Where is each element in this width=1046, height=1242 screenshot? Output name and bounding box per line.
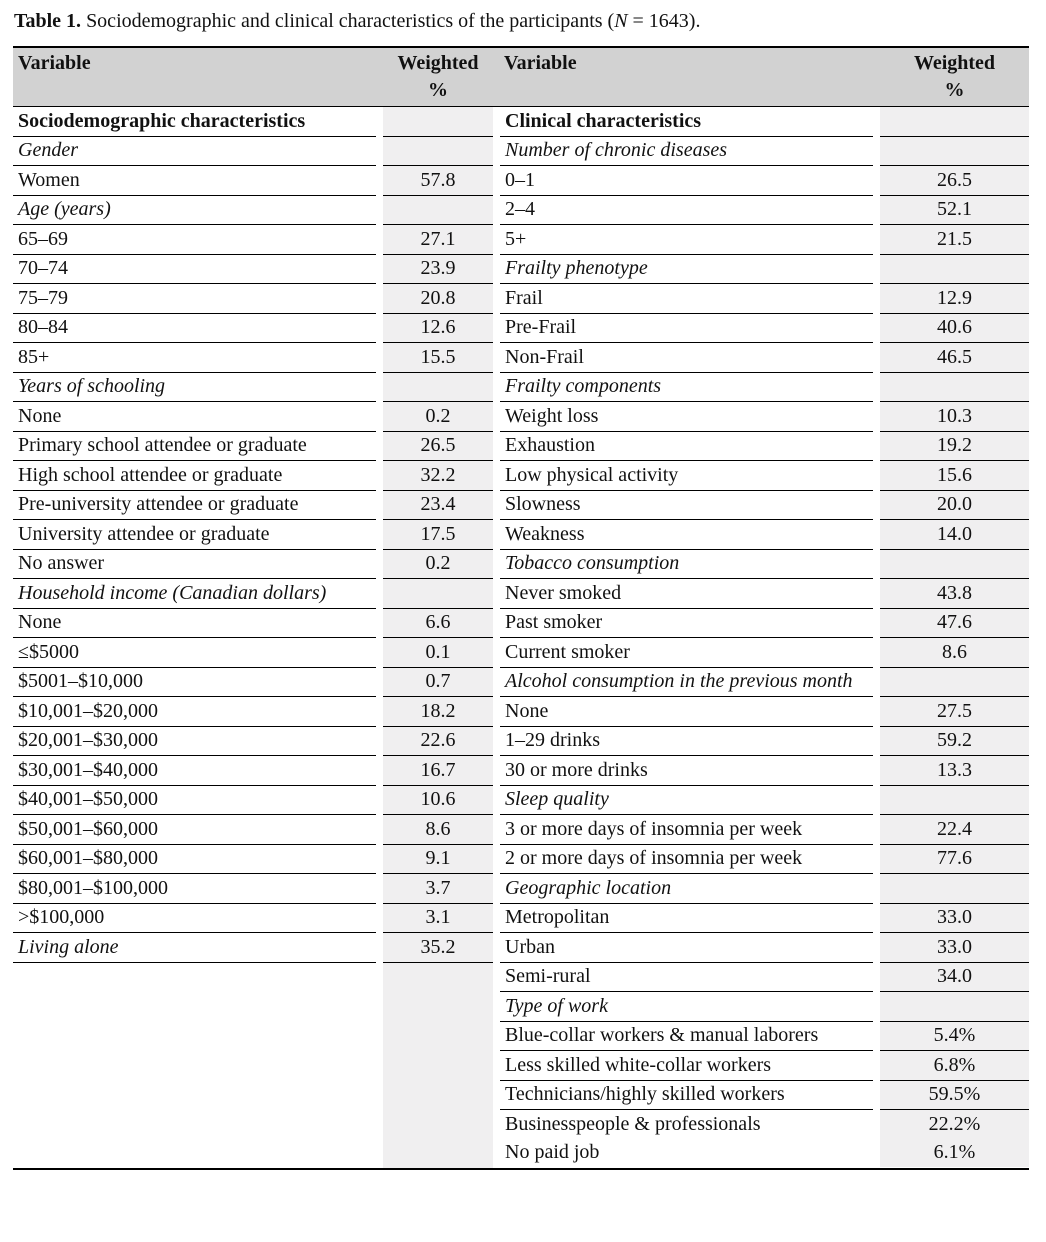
row-value: 46.5 (880, 343, 1029, 373)
row-label: Age (years) (13, 195, 376, 225)
row-value: 52.1 (880, 195, 1029, 225)
row-value (880, 254, 1029, 284)
row-label: Current smoker (500, 638, 873, 668)
row-label: $10,001–$20,000 (13, 697, 376, 727)
row-gap (873, 815, 880, 845)
table-row (13, 461, 493, 491)
row-value: 0.2 (383, 549, 493, 579)
row-value (880, 785, 1029, 815)
row-gap (376, 254, 383, 284)
table-row (500, 933, 1029, 963)
row-gap (873, 1051, 880, 1081)
table-row (13, 608, 493, 638)
row-value: 27.5 (880, 697, 1029, 727)
row-value: 34.0 (880, 962, 1029, 992)
table-row (500, 785, 1029, 815)
row-value: 26.5 (880, 166, 1029, 196)
table-row (500, 402, 1029, 432)
row-gap (376, 549, 383, 579)
table-row (13, 195, 493, 225)
row-label: 75–79 (13, 284, 376, 314)
row-value: 0.1 (383, 638, 493, 668)
row-label: 5+ (500, 225, 873, 255)
row-label: Years of schooling (13, 372, 376, 402)
row-value (880, 667, 1029, 697)
row-label: Never smoked (500, 579, 873, 609)
row-value: 5.4% (880, 1021, 1029, 1051)
table-row (13, 697, 493, 727)
row-label: Alcohol consumption in the previous month (500, 667, 873, 697)
clinical-subtable (500, 107, 1029, 1167)
row-value: 15.5 (383, 343, 493, 373)
row-value: 59.5% (880, 1080, 1029, 1110)
row-label: Household income (Canadian dollars) (13, 579, 376, 609)
row-value: 13.3 (880, 756, 1029, 786)
table-header-row (13, 46, 1029, 107)
row-value (383, 579, 493, 609)
header-gap (493, 50, 500, 104)
row-label: 85+ (13, 343, 376, 373)
row-gap (873, 1110, 880, 1139)
row-gap (873, 1080, 880, 1110)
row-gap (376, 726, 383, 756)
row-label: Less skilled white-collar workers (500, 1051, 873, 1081)
table-row (500, 844, 1029, 874)
row-gap (376, 195, 383, 225)
row-value: 19.2 (880, 431, 1029, 461)
row-gap (376, 520, 383, 550)
table-row (13, 874, 493, 904)
table-row (500, 1110, 1029, 1139)
row-label: Number of chronic diseases (500, 136, 873, 166)
row-value: 8.6 (383, 815, 493, 845)
row-label: Past smoker (500, 608, 873, 638)
row-gap (376, 933, 383, 963)
row-value: 10.6 (383, 785, 493, 815)
row-value: 40.6 (880, 313, 1029, 343)
row-value (383, 195, 493, 225)
table-row (500, 225, 1029, 255)
row-label: None (13, 402, 376, 432)
table-row (13, 490, 493, 520)
table-row (500, 1021, 1029, 1051)
row-value (383, 107, 493, 136)
row-label: Primary school attendee or graduate (13, 431, 376, 461)
table-row (13, 284, 493, 314)
row-label: $80,001–$100,000 (13, 874, 376, 904)
row-gap (873, 992, 880, 1022)
row-gap (873, 1139, 880, 1168)
row-value: 33.0 (880, 903, 1029, 933)
table-caption (14, 8, 1032, 34)
row-gap (376, 461, 383, 491)
row-gap (873, 520, 880, 550)
caption-table-number: Table 1. (14, 10, 82, 32)
header-variable-left: Variable (18, 52, 91, 74)
table-row (500, 903, 1029, 933)
row-label: Frail (500, 284, 873, 314)
header-weighted-left-line1: Weighted (397, 52, 479, 74)
row-gap (873, 667, 880, 697)
row-gap (873, 313, 880, 343)
table-row (500, 697, 1029, 727)
row-gap (873, 225, 880, 255)
row-value: 12.9 (880, 284, 1029, 314)
row-label: Exhaustion (500, 431, 873, 461)
table-row (500, 520, 1029, 550)
row-label: Non-Frail (500, 343, 873, 373)
participants-table (13, 46, 1029, 1170)
row-label: Tobacco consumption (500, 549, 873, 579)
table-row (13, 667, 493, 697)
row-value: 35.2 (383, 933, 493, 963)
row-gap (873, 284, 880, 314)
row-label: $30,001–$40,000 (13, 756, 376, 786)
row-gap (873, 431, 880, 461)
row-gap (873, 726, 880, 756)
row-value: 26.5 (383, 431, 493, 461)
table-row (13, 313, 493, 343)
row-gap (873, 166, 880, 196)
row-value (880, 107, 1029, 136)
row-value: 22.4 (880, 815, 1029, 845)
row-gap (376, 136, 383, 166)
row-value: 23.4 (383, 490, 493, 520)
table-row (500, 1080, 1029, 1110)
row-label: 80–84 (13, 313, 376, 343)
row-gap (873, 402, 880, 432)
row-label: $60,001–$80,000 (13, 844, 376, 874)
row-label: Women (13, 166, 376, 196)
row-label: High school attendee or graduate (13, 461, 376, 491)
table-row (13, 933, 493, 963)
row-gap (873, 343, 880, 373)
row-gap (873, 874, 880, 904)
row-value (880, 372, 1029, 402)
row-label: Slowness (500, 490, 873, 520)
row-gap (376, 756, 383, 786)
table-row (500, 756, 1029, 786)
row-label: 0–1 (500, 166, 873, 196)
row-value: 32.2 (383, 461, 493, 491)
row-label: Technicians/highly skilled workers (500, 1080, 873, 1110)
table-row (13, 785, 493, 815)
table-row (500, 549, 1029, 579)
row-gap (376, 903, 383, 933)
row-value: 16.7 (383, 756, 493, 786)
table-row (500, 638, 1029, 668)
table-row (500, 107, 1029, 136)
row-value: 6.6 (383, 608, 493, 638)
row-label: Clinical characteristics (500, 107, 873, 136)
row-gap (873, 844, 880, 874)
header-variable-right: Variable (504, 52, 577, 74)
row-value: 6.8% (880, 1051, 1029, 1081)
row-gap (376, 579, 383, 609)
row-value: 23.9 (383, 254, 493, 284)
row-value: 6.1% (880, 1139, 1029, 1168)
table-row (500, 343, 1029, 373)
row-value (383, 372, 493, 402)
row-label: Businesspeople & professionals (505, 1112, 761, 1135)
table-row (500, 372, 1029, 402)
row-value: 14.0 (880, 520, 1029, 550)
table-row (13, 756, 493, 786)
row-label: Weakness (500, 520, 873, 550)
row-gap (376, 343, 383, 373)
row-gap (873, 962, 880, 992)
row-label: 2 or more days of insomnia per week (500, 844, 873, 874)
row-gap (873, 579, 880, 609)
left-column-filler (13, 962, 493, 1168)
row-label: Sociodemographic characteristics (13, 107, 376, 136)
table-row (500, 490, 1029, 520)
table-row (500, 579, 1029, 609)
row-gap (873, 195, 880, 225)
row-gap (873, 933, 880, 963)
row-value (383, 136, 493, 166)
row-value: 43.8 (880, 579, 1029, 609)
row-gap (873, 903, 880, 933)
row-label: $40,001–$50,000 (13, 785, 376, 815)
table-row (13, 107, 493, 136)
row-label: University attendee or graduate (13, 520, 376, 550)
row-value: 9.1 (383, 844, 493, 874)
row-gap (376, 372, 383, 402)
table-row (500, 1139, 1029, 1168)
row-label: Pre-Frail (500, 313, 873, 343)
row-value: 12.6 (383, 313, 493, 343)
row-gap (873, 107, 880, 136)
row-value: 20.0 (880, 490, 1029, 520)
row-gap (376, 402, 383, 432)
row-label: Urban (500, 933, 873, 963)
table-row (500, 726, 1029, 756)
row-gap (873, 608, 880, 638)
table-row (500, 431, 1029, 461)
row-gap (376, 785, 383, 815)
table-row (500, 284, 1029, 314)
row-value: 27.1 (383, 225, 493, 255)
table-row (13, 136, 493, 166)
row-label: Gender (13, 136, 376, 166)
row-gap (873, 638, 880, 668)
table-row (13, 549, 493, 579)
row-label: $50,001–$60,000 (13, 815, 376, 845)
row-label: Low physical activity (500, 461, 873, 491)
row-gap (376, 667, 383, 697)
row-label: 2–4 (500, 195, 873, 225)
row-value (880, 549, 1029, 579)
row-label: None (13, 608, 376, 638)
row-label: Frailty phenotype (500, 254, 873, 284)
row-gap (376, 431, 383, 461)
table-row (13, 844, 493, 874)
row-label: No answer (13, 549, 376, 579)
row-value: 0.2 (383, 402, 493, 432)
row-value: 3.1 (383, 903, 493, 933)
table-row (13, 520, 493, 550)
row-value: 15.6 (880, 461, 1029, 491)
table-row (500, 313, 1029, 343)
row-gap (376, 815, 383, 845)
row-value: 77.6 (880, 844, 1029, 874)
row-value: 18.2 (383, 697, 493, 727)
table-row (13, 225, 493, 255)
table-row (500, 195, 1029, 225)
row-gap (376, 490, 383, 520)
row-value: 10.3 (880, 402, 1029, 432)
row-gap (873, 785, 880, 815)
table-row (500, 962, 1029, 992)
table-row (13, 579, 493, 609)
row-label: ≤$5000 (13, 638, 376, 668)
header-weighted-left-line2: % (428, 79, 448, 101)
table-row (13, 815, 493, 845)
row-value (880, 874, 1029, 904)
row-gap (376, 107, 383, 136)
row-value: 0.7 (383, 667, 493, 697)
table-row (500, 254, 1029, 284)
table-row (500, 136, 1029, 166)
row-gap (376, 638, 383, 668)
row-value: 22.2% (880, 1110, 1029, 1139)
table-row (500, 166, 1029, 196)
row-value: 22.6 (383, 726, 493, 756)
row-label: Type of work (500, 992, 873, 1022)
table-row (13, 903, 493, 933)
table-row (13, 166, 493, 196)
row-label: Geographic location (500, 874, 873, 904)
table-body (13, 107, 1029, 1168)
table-row (13, 726, 493, 756)
table-row (13, 254, 493, 284)
header-weighted-right (880, 50, 1029, 104)
row-value: 8.6 (880, 638, 1029, 668)
row-value: 3.7 (383, 874, 493, 904)
row-gap (873, 697, 880, 727)
row-value: 47.6 (880, 608, 1029, 638)
row-value: 20.8 (383, 284, 493, 314)
table-row (13, 343, 493, 373)
row-label: 70–74 (13, 254, 376, 284)
row-label: Living alone (13, 933, 376, 963)
row-label: Metropolitan (500, 903, 873, 933)
row-value: 21.5 (880, 225, 1029, 255)
row-gap (376, 284, 383, 314)
sociodemographic-subtable (13, 107, 493, 1168)
row-gap (873, 136, 880, 166)
row-gap (873, 254, 880, 284)
row-gap (376, 844, 383, 874)
row-gap (873, 490, 880, 520)
row-value (880, 136, 1029, 166)
row-label: 3 or more days of insomnia per week (500, 815, 873, 845)
row-label: No paid job (505, 1141, 600, 1164)
row-value: 33.0 (880, 933, 1029, 963)
table-row (500, 608, 1029, 638)
row-value (880, 992, 1029, 1022)
table-row (500, 992, 1029, 1022)
row-label: 1–29 drinks (500, 726, 873, 756)
row-value: 57.8 (383, 166, 493, 196)
header-weighted-right-line2: % (944, 79, 965, 101)
row-gap (376, 166, 383, 196)
row-gap (873, 461, 880, 491)
row-gap (873, 756, 880, 786)
row-gap (873, 549, 880, 579)
row-label: Frailty components (500, 372, 873, 402)
header-weighted-right-line1: Weighted (913, 52, 996, 74)
table-row (13, 431, 493, 461)
row-label: >$100,000 (13, 903, 376, 933)
row-label: None (500, 697, 873, 727)
caption-text: Sociodemographic and clinical characteristics of the participants ( (81, 10, 615, 32)
table-row (500, 667, 1029, 697)
row-label: $20,001–$30,000 (13, 726, 376, 756)
row-label: 30 or more drinks (500, 756, 873, 786)
row-label: Semi-rural (500, 962, 873, 992)
row-label: Sleep quality (500, 785, 873, 815)
table-row (500, 815, 1029, 845)
row-gap (873, 1021, 880, 1051)
row-label: Weight loss (500, 402, 873, 432)
table-row (13, 402, 493, 432)
caption-n-symbol: N (614, 10, 628, 32)
row-label: $5001–$10,000 (13, 667, 376, 697)
row-gap (376, 874, 383, 904)
row-gap (376, 313, 383, 343)
row-value: 59.2 (880, 726, 1029, 756)
header-weighted-left (383, 50, 493, 104)
row-gap (376, 608, 383, 638)
table-row (13, 638, 493, 668)
row-gap (376, 697, 383, 727)
row-gap (376, 225, 383, 255)
table-row (500, 461, 1029, 491)
table-row (13, 372, 493, 402)
row-label: Blue-collar workers & manual laborers (500, 1021, 873, 1051)
table-row (500, 874, 1029, 904)
row-label: 65–69 (13, 225, 376, 255)
table-row (500, 1051, 1029, 1081)
row-label: Pre-university attendee or graduate (13, 490, 376, 520)
caption-n-value: = 1643). (627, 10, 701, 32)
row-gap (873, 372, 880, 402)
row-value: 17.5 (383, 520, 493, 550)
